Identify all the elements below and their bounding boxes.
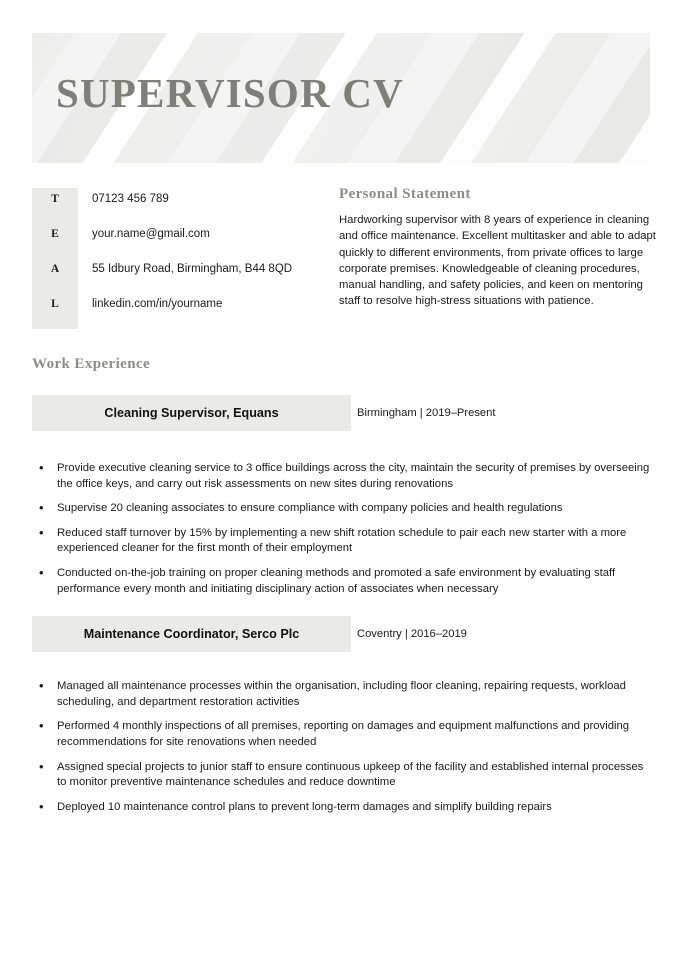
contact-value-email[interactable]: your.name@gmail.com [92,228,210,240]
personal-statement-heading: Personal Statement [339,186,471,202]
job-bullet: • Provide executive cleaning service to 3 office buildings across the city, maintain the security of premises by overseeing the office keys, and carry out risk assessments on new sites during renovations [0,461,680,492]
job-bullet-list [0,679,680,815]
phone-icon: T [51,193,59,205]
job-title-band [32,616,351,652]
job-title: Cleaning Supervisor, Equans [104,406,279,420]
document-title: SUPERVISOR CV [56,70,404,116]
job-bullet: • Supervise 20 cleaning associates to ensure compliance with company policies and health regulations [0,501,680,517]
job-bullet: • Performed 4 monthly inspections of all premises, reporting on damages and equipment malfunctions and providing recommendations for site renovations when needed [0,719,680,750]
personal-statement-body: Hardworking supervisor with 8 years of experience in cleaning and office maintenance. Excellent multitasker and able to adapt quickly to different environments, from private offices to large corporate premises. Knowledgeable of cleaning procedures, manual handling, and safety policies, and keen on mentoring staff to resolve high-stress situations with patience. [339,214,656,308]
job-location-dates: Coventry | 2016–2019 [357,628,467,641]
work-experience-heading: Work Experience [32,356,151,372]
job-location-dates: Birmingham | 2019–Present [357,407,496,419]
job-title-band [32,395,351,431]
contact-value-phone: 07123 456 789 [92,193,169,205]
job-header [0,616,680,652]
job-bullet: • Managed all maintenance processes within the organisation, including floor cleaning, repairing requests, workload scheduling, and department restoration activities [0,679,680,710]
address-icon: A [50,263,60,275]
job-bullet: • Reduced staff turnover by 15% by implementing a new shift rotation schedule to pair each new starter with a more experienced cleaner for the first month of their employment [0,526,680,557]
job-entry [0,395,680,597]
job-bullet-list [0,461,680,597]
contact-row-email [32,223,332,258]
job-bullet: • Conducted on-the-job training on proper cleaning methods and promoted a safe environment by evaluating staff performance every month and initiating disciplinary action of associates when necessary [0,566,680,597]
contact-details [32,188,332,328]
contact-value-linkedin[interactable]: linkedin.com/in/yourname [92,298,223,310]
linkedin-icon: L [51,298,59,310]
job-entry [0,616,680,815]
email-icon: E [51,228,59,240]
job-bullet: • Assigned special projects to junior staff to ensure continuous upkeep of the facility and established internal processes to monitor preventive maintenance schedules and reduce downtime [0,760,680,791]
job-title: Maintenance Coordinator, Serco Plc [83,627,300,642]
contact-row-linkedin [32,293,332,328]
contact-row-address [32,258,332,293]
personal-statement-section [339,186,661,310]
job-header [0,395,680,431]
contact-value-address: 55 Idbury Road, Birmingham, B44 8QD [92,263,293,275]
contact-row-phone [32,188,332,223]
job-bullet: • Deployed 10 maintenance control plans to prevent long-term damages and simplify building repairs [0,800,680,816]
work-experience-list [0,395,680,824]
header-banner [32,33,650,163]
